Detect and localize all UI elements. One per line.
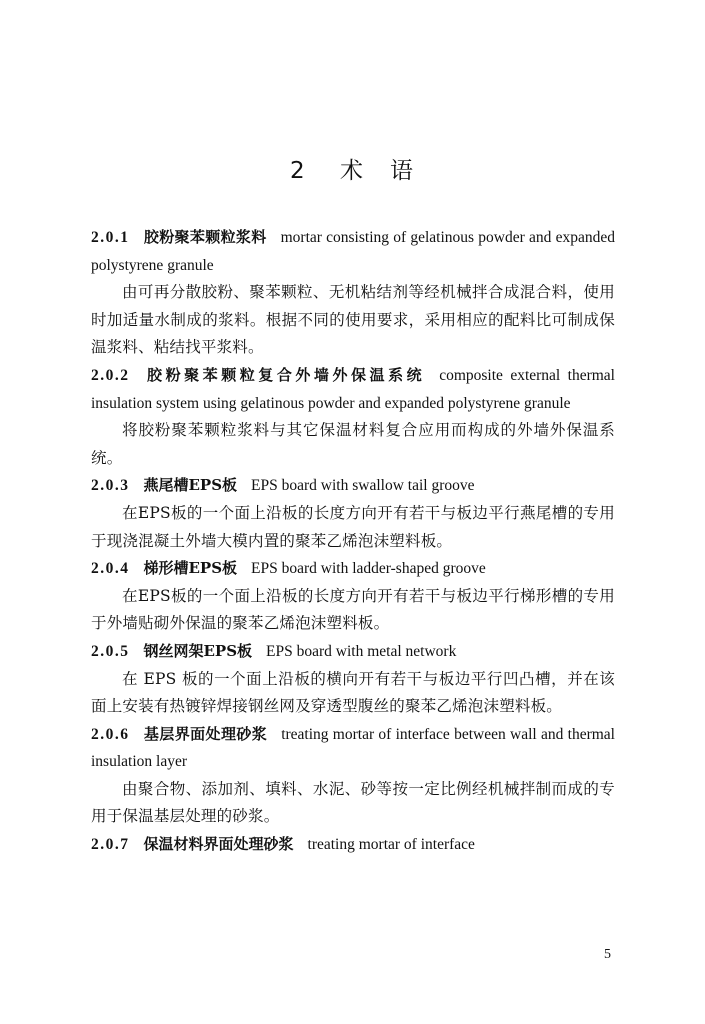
term-heading [91,555,615,583]
term-english: treating mortar of interface between wall and thermal insulation layer [91,725,615,771]
term-english: EPS board with swallow tail groove [251,477,475,495]
term-entry [91,721,615,831]
term-number: 2.0.2 [91,366,130,384]
term-definition: 在 EPS 板的一个面上沿板的横向开有若干与板边平行凹凸槽，并在该面上安装有热镀锌焊接钢丝网及穿透型腹丝的聚苯乙烯泡沫塑料板。 [91,669,615,716]
term-heading [91,362,615,417]
term-entry [91,472,615,555]
term-number: 2.0.7 [91,836,130,854]
term-english: EPS board with metal network [266,642,457,660]
term-definition: 由可再分散胶粉、聚苯颗粒、无机粘结剂等经机械拌合成混合料，使用时加适量水制成的浆料。根据不同的使用要求，采用相应的配料比可制成保温浆料、粘结找平浆料。 [91,283,615,357]
term-chinese: 保温材料界面处理砂浆 [143,835,294,854]
term-heading [91,831,615,859]
term-english: EPS board with ladder-shaped groove [251,560,486,578]
term-number: 2.0.3 [91,477,130,495]
term-entry [91,638,615,721]
term-entry [91,362,615,472]
term-entry [91,831,615,859]
term-heading [91,721,615,776]
term-entry [91,224,615,362]
term-number: 2.0.6 [91,725,130,743]
term-chinese: 基层界面处理砂浆 [143,724,268,743]
term-number: 2.0.5 [91,642,130,660]
term-chinese: 胶粉聚苯颗粒复合外墙外保温系统 [143,365,426,384]
term-heading [91,472,615,500]
term-english: treating mortar of interface [307,836,475,854]
term-chinese: 胶粉聚苯颗粒浆料 [143,228,267,246]
term-heading [91,638,615,666]
term-definition: 在EPS板的一个面上沿板的长度方向开有若干与板边平行梯形槽的专用于外墙贴砌外保温的聚苯乙烯泡沫塑料板。 [91,586,615,633]
terms-list [91,224,615,859]
term-definition: 由聚合物、添加剂、填料、水泥、砂等按一定比例经机械拌制而成的专用于保温基层处理的砂浆。 [91,779,615,826]
chapter-title: 2 术 语 [290,158,415,184]
page-number: 5 [604,947,611,962]
term-chinese: 燕尾槽EPS板 [143,476,238,495]
term-entry [91,555,615,638]
term-chinese: 梯形槽EPS板 [143,559,238,578]
term-heading [91,224,615,279]
term-english: composite external thermal insulation system using gelatinous powder and expanded polystyrene granule [91,366,615,412]
term-number: 2.0.4 [91,560,130,578]
term-definition: 将胶粉聚苯颗粒浆料与其它保温材料复合应用而构成的外墙外保温系统。 [91,421,615,467]
term-number: 2.0.1 [91,229,130,246]
term-english: mortar consisting of gelatinous powder and expanded polystyrene granule [91,229,615,274]
term-definition: 在EPS板的一个面上沿板的长度方向开有若干与板边平行燕尾槽的专用于现浇混凝土外墙大模内置的聚苯乙烯泡沫塑料板。 [91,503,615,550]
term-chinese: 钢丝网架EPS板 [143,641,253,660]
